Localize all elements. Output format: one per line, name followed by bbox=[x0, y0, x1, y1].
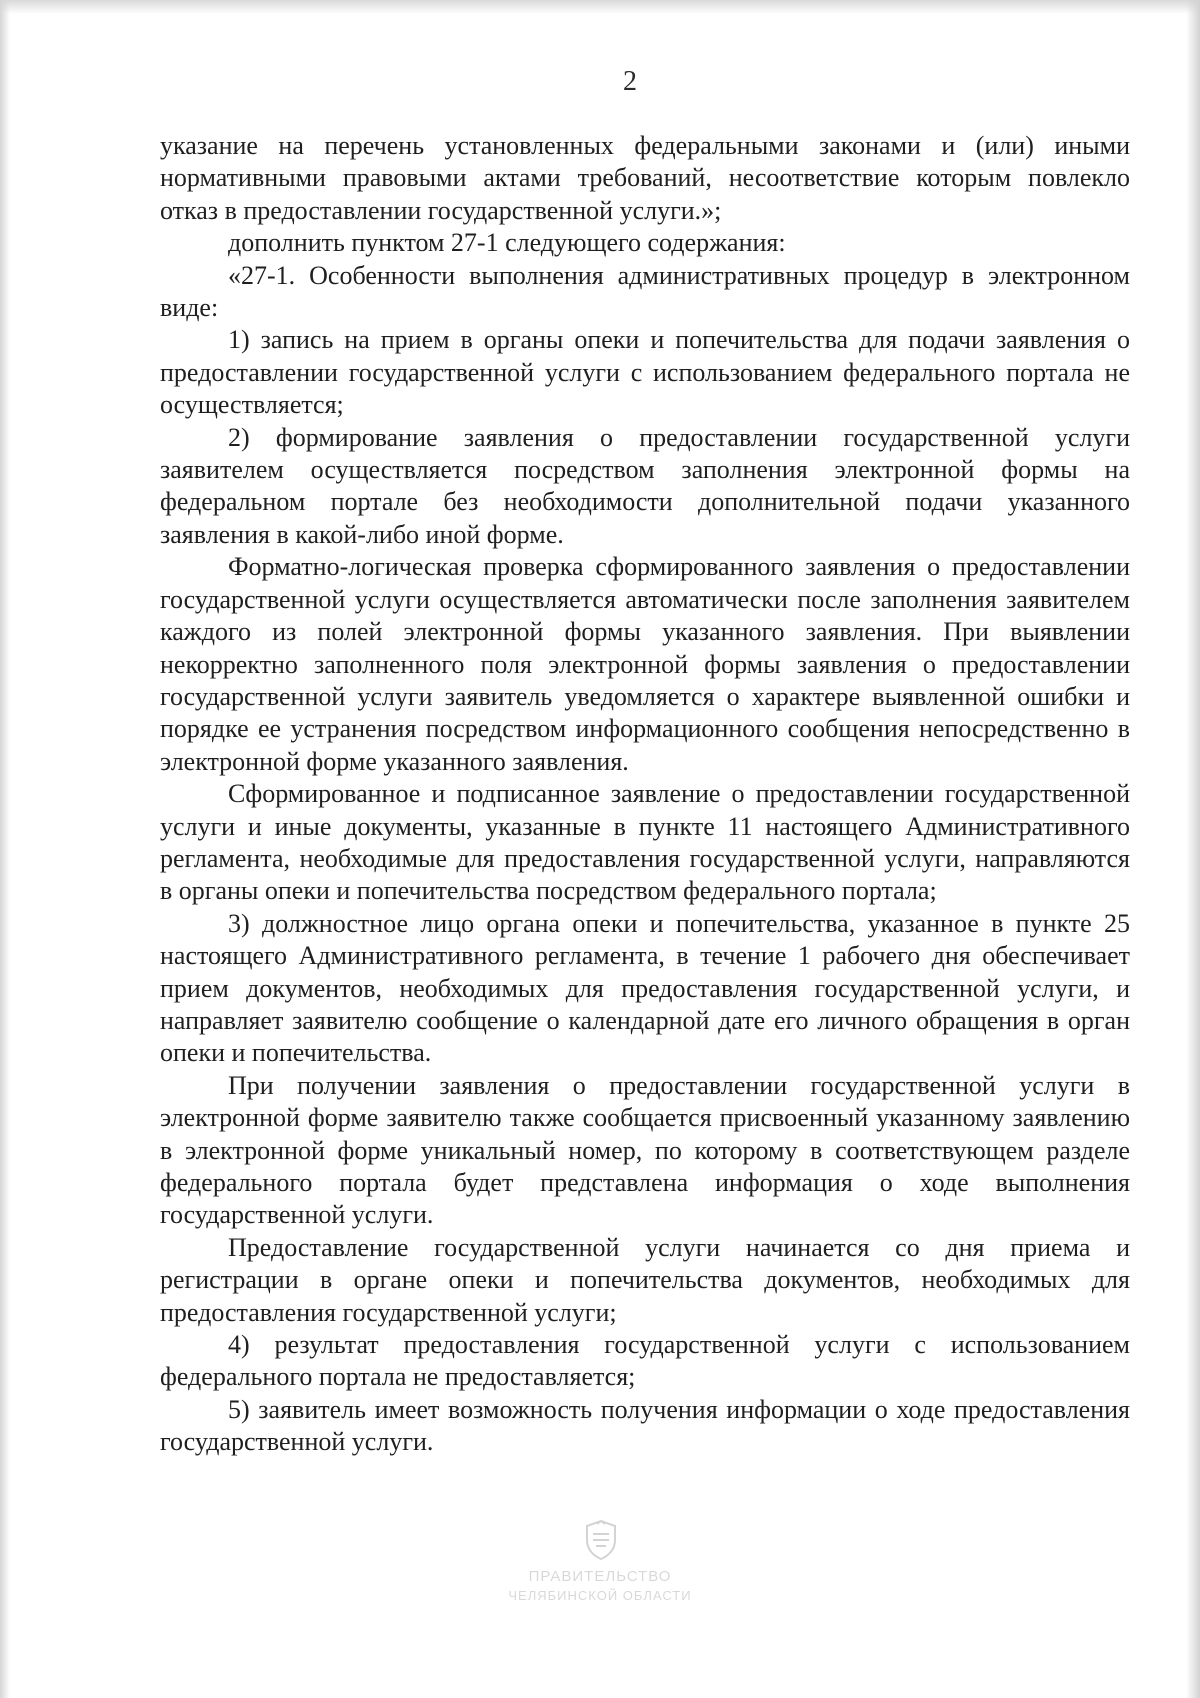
paragraph-7: Сформированное и подписанное заявление о предоставлении государственной услуги и иные документы, указанные в пункте 11 настоящего Административного регламента, необходимые для предоставления государственной услуги, направляются в органы опеки и попечительства посредством федерального портала; bbox=[160, 779, 1130, 906]
paragraph-6: Форматно-логическая проверка сформированного заявления о предоставлении государственной услуги осуществляется автоматически после заполнения заявителем каждого из полей электронной формы указанного заявления. При выявлении некорректно заполненного поля электронной формы заявления о предоставлении государственной услуги заявитель уведомляется о характере выявленной ошибки и порядке ее устранения посредством информационного сообщения непосредственно в электронной форме указанного заявления. bbox=[160, 552, 1130, 776]
paragraph-3: «27-1. Особенности выполнения административных процедур в электронном виде: bbox=[160, 260, 1130, 323]
scan-edge-top bbox=[0, 0, 1200, 14]
scan-edge-left bbox=[0, 0, 10, 1698]
seal-line-1: ПРАВИТЕЛЬСТВО bbox=[528, 1568, 672, 1585]
paragraph-4: 1) запись на прием в органы опеки и попечительства для подачи заявления о предоставлении государственной услуги с использованием федерального портала не осуществляется; bbox=[160, 325, 1130, 420]
paragraph-5: 2) формирование заявления о предоставлении государственной услуги заявителем осуществляется посредством заполнения электронной формы на федеральном портале без необходимости дополнительной подачи указанного заявления в какой-либо иной форме. bbox=[160, 422, 1130, 549]
paragraph-9: При получении заявления о предоставлении государственной услуги в электронной форме заявителю также сообщается присвоенный указанному заявлению в электронной форме уникальный номер, по которому в соответствующем разделе федерального портала будет представлена информация о ходе выполнения государственной услуги. bbox=[160, 1070, 1130, 1230]
paragraph-8: 3) должностное лицо органа опеки и попечительства, указанное в пункте 25 настоящего Административного регламента, в течение 1 рабочего дня обеспечивает прием документов, необходимых для предоставления государственной услуги, и направляет заявителю сообщение о календарной дате его личного обращения в орган опеки и попечительства. bbox=[160, 908, 1130, 1068]
coat-of-arms-icon bbox=[584, 1520, 618, 1560]
paragraph-10: Предоставление государственной услуги начинается со дня приема и регистрации в органе опеки и попечительства документов, необходимых для предоставления государственной услуги; bbox=[160, 1232, 1130, 1327]
document-body bbox=[160, 130, 1130, 1459]
government-seal bbox=[490, 1520, 710, 1640]
scan-edge-right bbox=[1186, 0, 1200, 1698]
paragraph-11: 4) результат предоставления государственной услуги с использованием федерального портала не предоставляется; bbox=[160, 1330, 1130, 1392]
page-number: 2 bbox=[623, 66, 637, 97]
paragraph-2: дополнить пунктом 27-1 следующего содержания: bbox=[228, 228, 786, 258]
seal-line-2: ЧЕЛЯБИНСКОЙ ОБЛАСТИ bbox=[508, 1588, 692, 1603]
paragraph-1: указание на перечень установленных федеральными законами и (или) иными нормативными правовыми актами требований, несоответствие которым повлекло отказ в предоставлении государственной услуги.»; bbox=[160, 131, 1130, 225]
paragraph-12: 5) заявитель имеет возможность получения информации о ходе предоставления государственной услуги. bbox=[160, 1394, 1130, 1457]
